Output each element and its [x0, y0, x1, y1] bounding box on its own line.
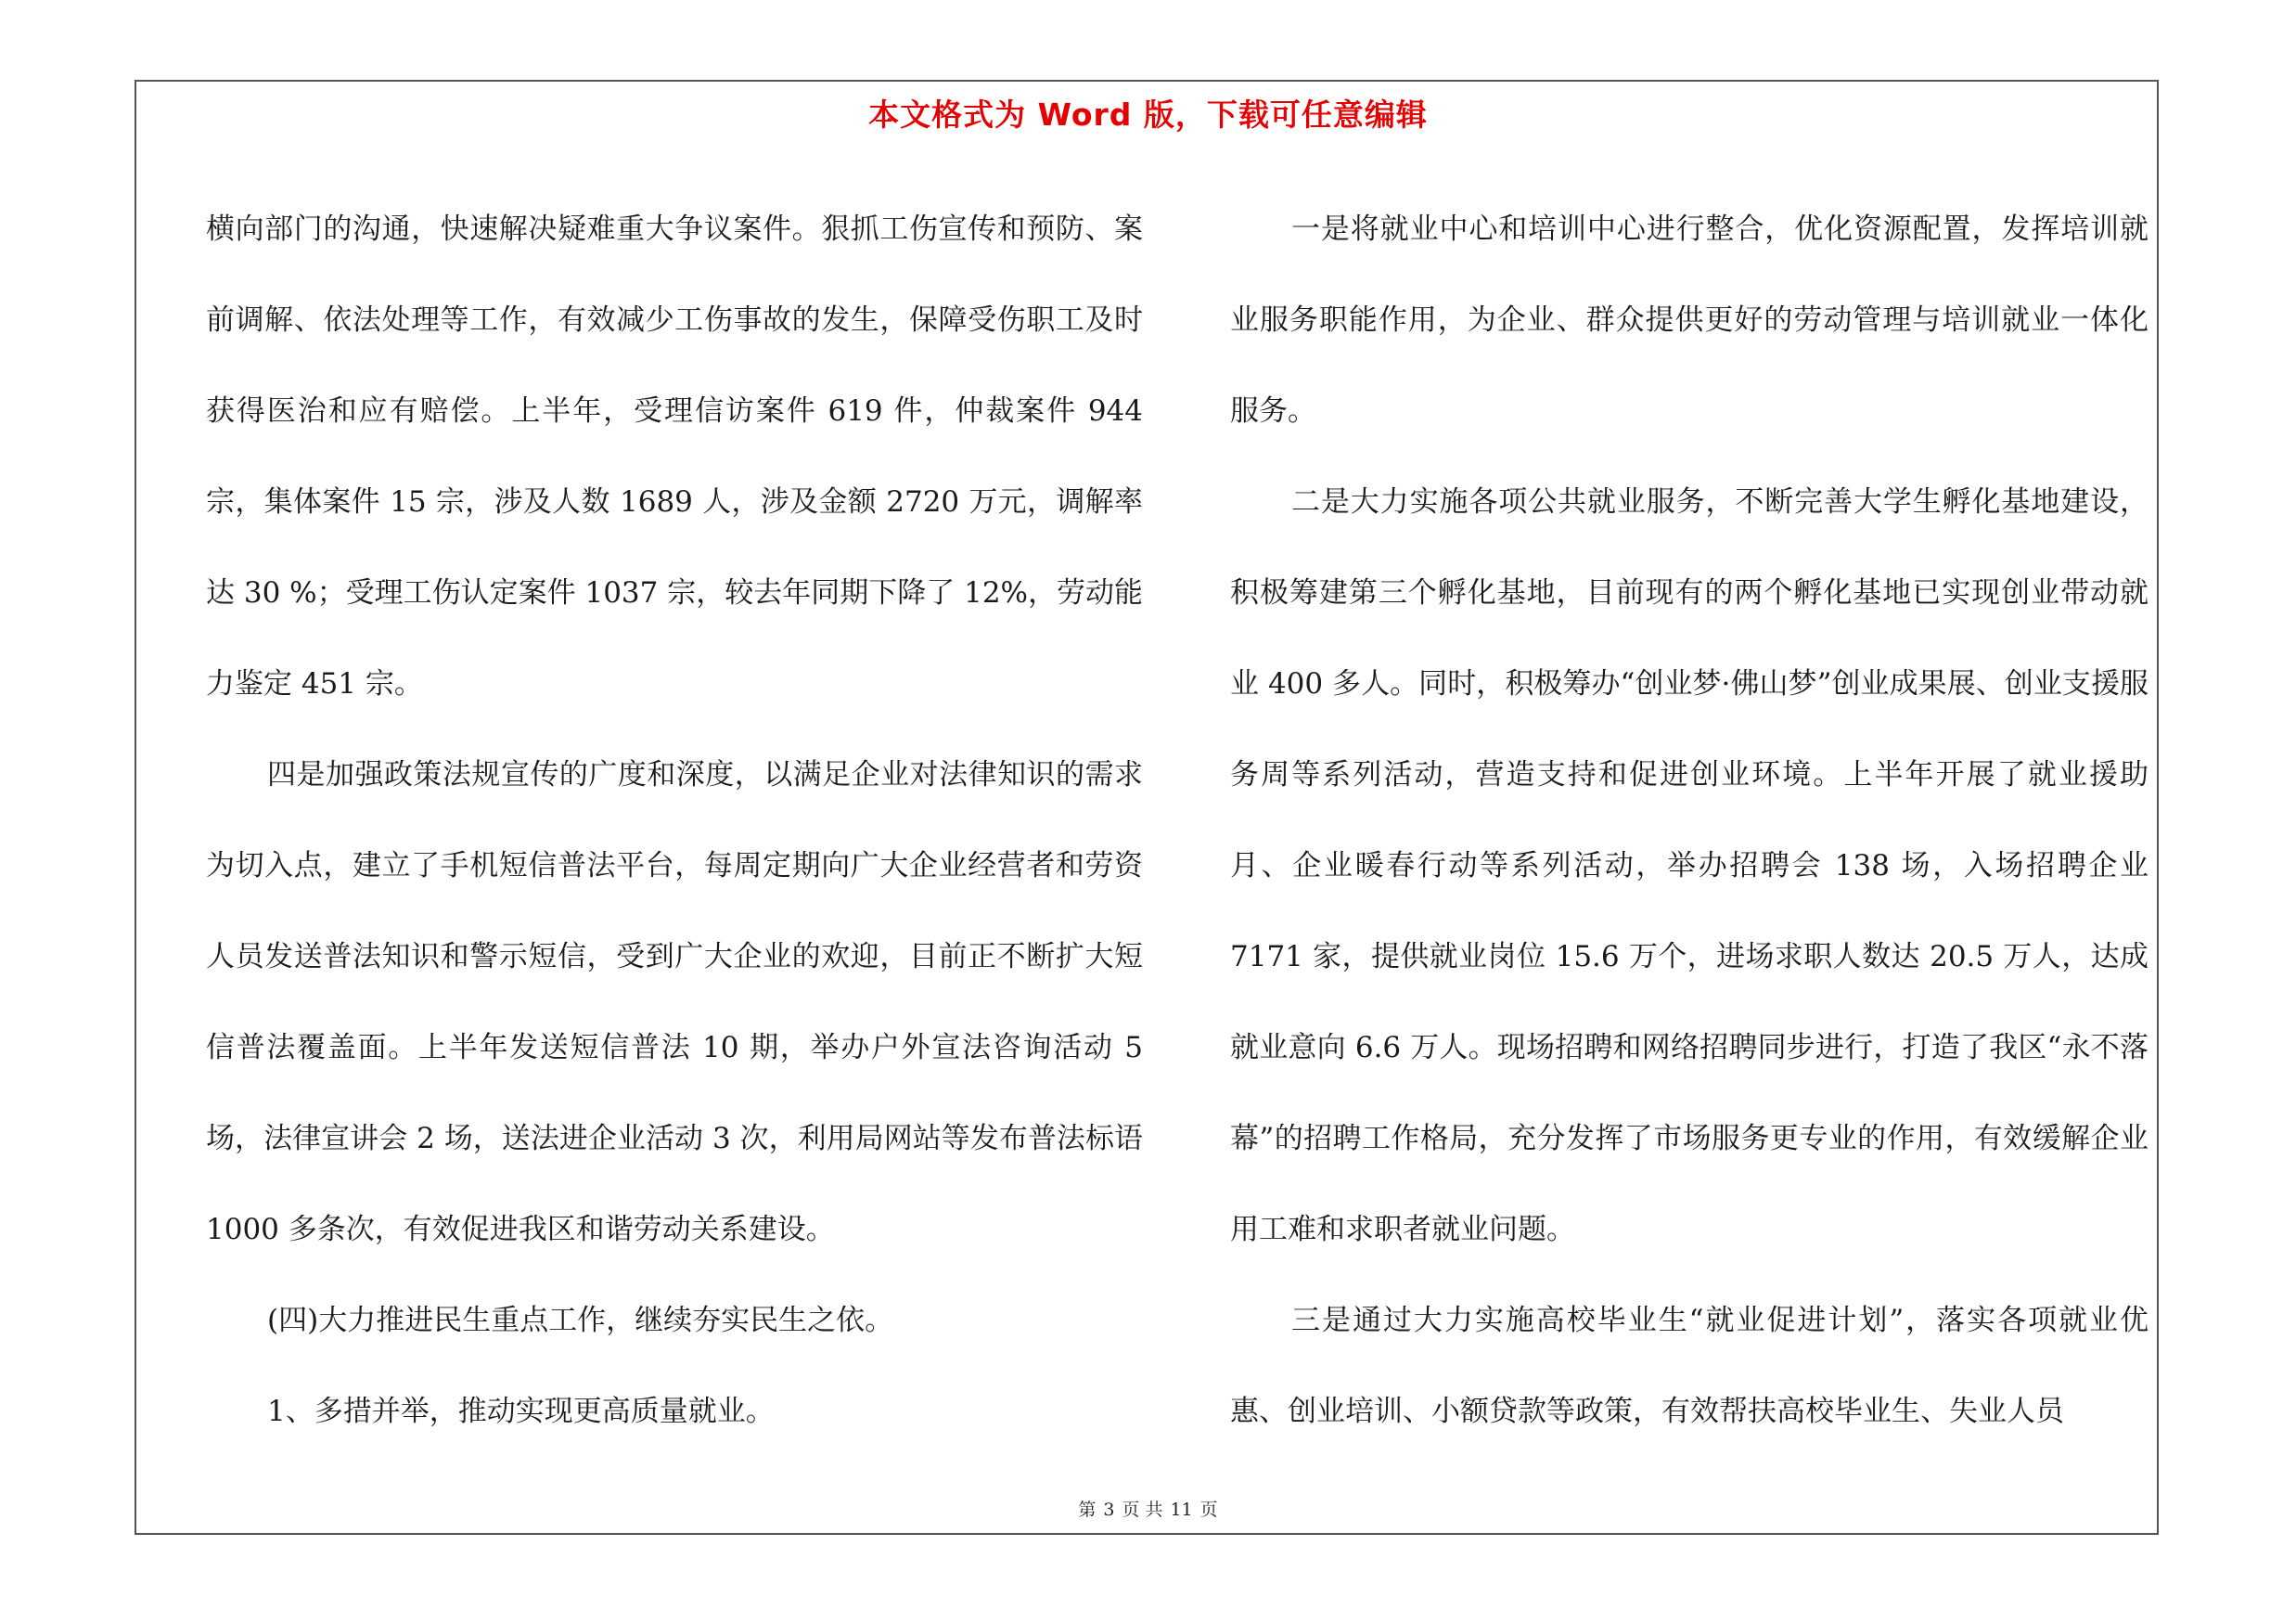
footer-prefix: 第: [1078, 1500, 1097, 1520]
left-column: [206, 184, 1143, 1457]
format-notice-banner: 本文格式为 Word 版，下载可任意编辑: [868, 97, 1428, 133]
left-paragraph-2: 四是加强政策法规宣传的广度和深度，以满足企业对法律知识的需求为切入点，建立了手机短信普法平台，每周定期向广大企业经营者和劳资人员发送普法知识和警示短信，受到广大企业的欢迎，目前正不断扩大短信普法覆盖面。上半年发送短信普法 10 期，举办户外宣法咨询活动 5 场，法律宣讲会 2 场，送法进企业活动 3 次，利用局网站等发布普法标语 1000 多条次，有效促进我区和谐劳动关系建设。: [206, 758, 1143, 1246]
right-paragraph-2: 二是大力实施各项公共就业服务，不断完善大学生孵化基地建设，积极筹建第三个孵化基地，目前现有的两个孵化基地已实现创业带动就业 400 多人。同时，积极筹办“创业梦·佛山梦”创业成果展、创业支援服务周等系列活动，营造支持和促进创业环境。上半年开展了就业援助月、企业暖春行动等系列活动，举办招聘会 138 场，入场招聘企业 7171 家，提供就业岗位 15.6 万个，进场求职人数达 20.5 万人，达成就业意向 6.6 万人。现场招聘和网络招聘同步进行，打造了我区“永不落幕”的招聘工作格局，充分发挥了市场服务更专业的作用，有效缓解企业用工难和求职者就业问题。: [1230, 485, 2148, 1246]
left-subsection-heading: 1、多措并举，推动实现更高质量就业。: [267, 1395, 775, 1428]
right-paragraph-1: 一是将就业中心和培训中心进行整合，优化资源配置，发挥培训就业服务职能作用，为企业、群众提供更好的劳动管理与培训就业一体化服务。: [1230, 213, 2148, 428]
footer-suffix: 页: [1199, 1500, 1218, 1520]
total-page-count: 11: [1170, 1500, 1193, 1520]
current-page-number: 3: [1103, 1500, 1115, 1520]
left-section-heading: (四)大力推进民生重点工作，继续夯实民生之依。: [267, 1304, 894, 1337]
right-paragraph-3: 三是通过大力实施高校毕业生“就业促进计划”，落实各项就业优惠、创业培训、小额贷款等政策，有效帮扶高校毕业生、失业人员: [1230, 1304, 2148, 1428]
page-number-footer: [0, 1496, 2296, 1521]
footer-middle: 页 共: [1122, 1500, 1163, 1520]
right-column: [1230, 184, 2148, 1457]
left-paragraph-1: 横向部门的沟通，快速解决疑难重大争议案件。狠抓工伤宣传和预防、案前调解、依法处理等工作，有效减少工伤事故的发生，保障受伤职工及时获得医治和应有赔偿。上半年，受理信访案件 619 件，仲裁案件 944 宗，集体案件 15 宗，涉及人数 1689 人，涉及金额 2720 万元，调解率达 30 %；受理工伤认定案件 1037 宗，较去年同期下降了 12%，劳动能力鉴定 451 宗。: [206, 213, 1143, 701]
